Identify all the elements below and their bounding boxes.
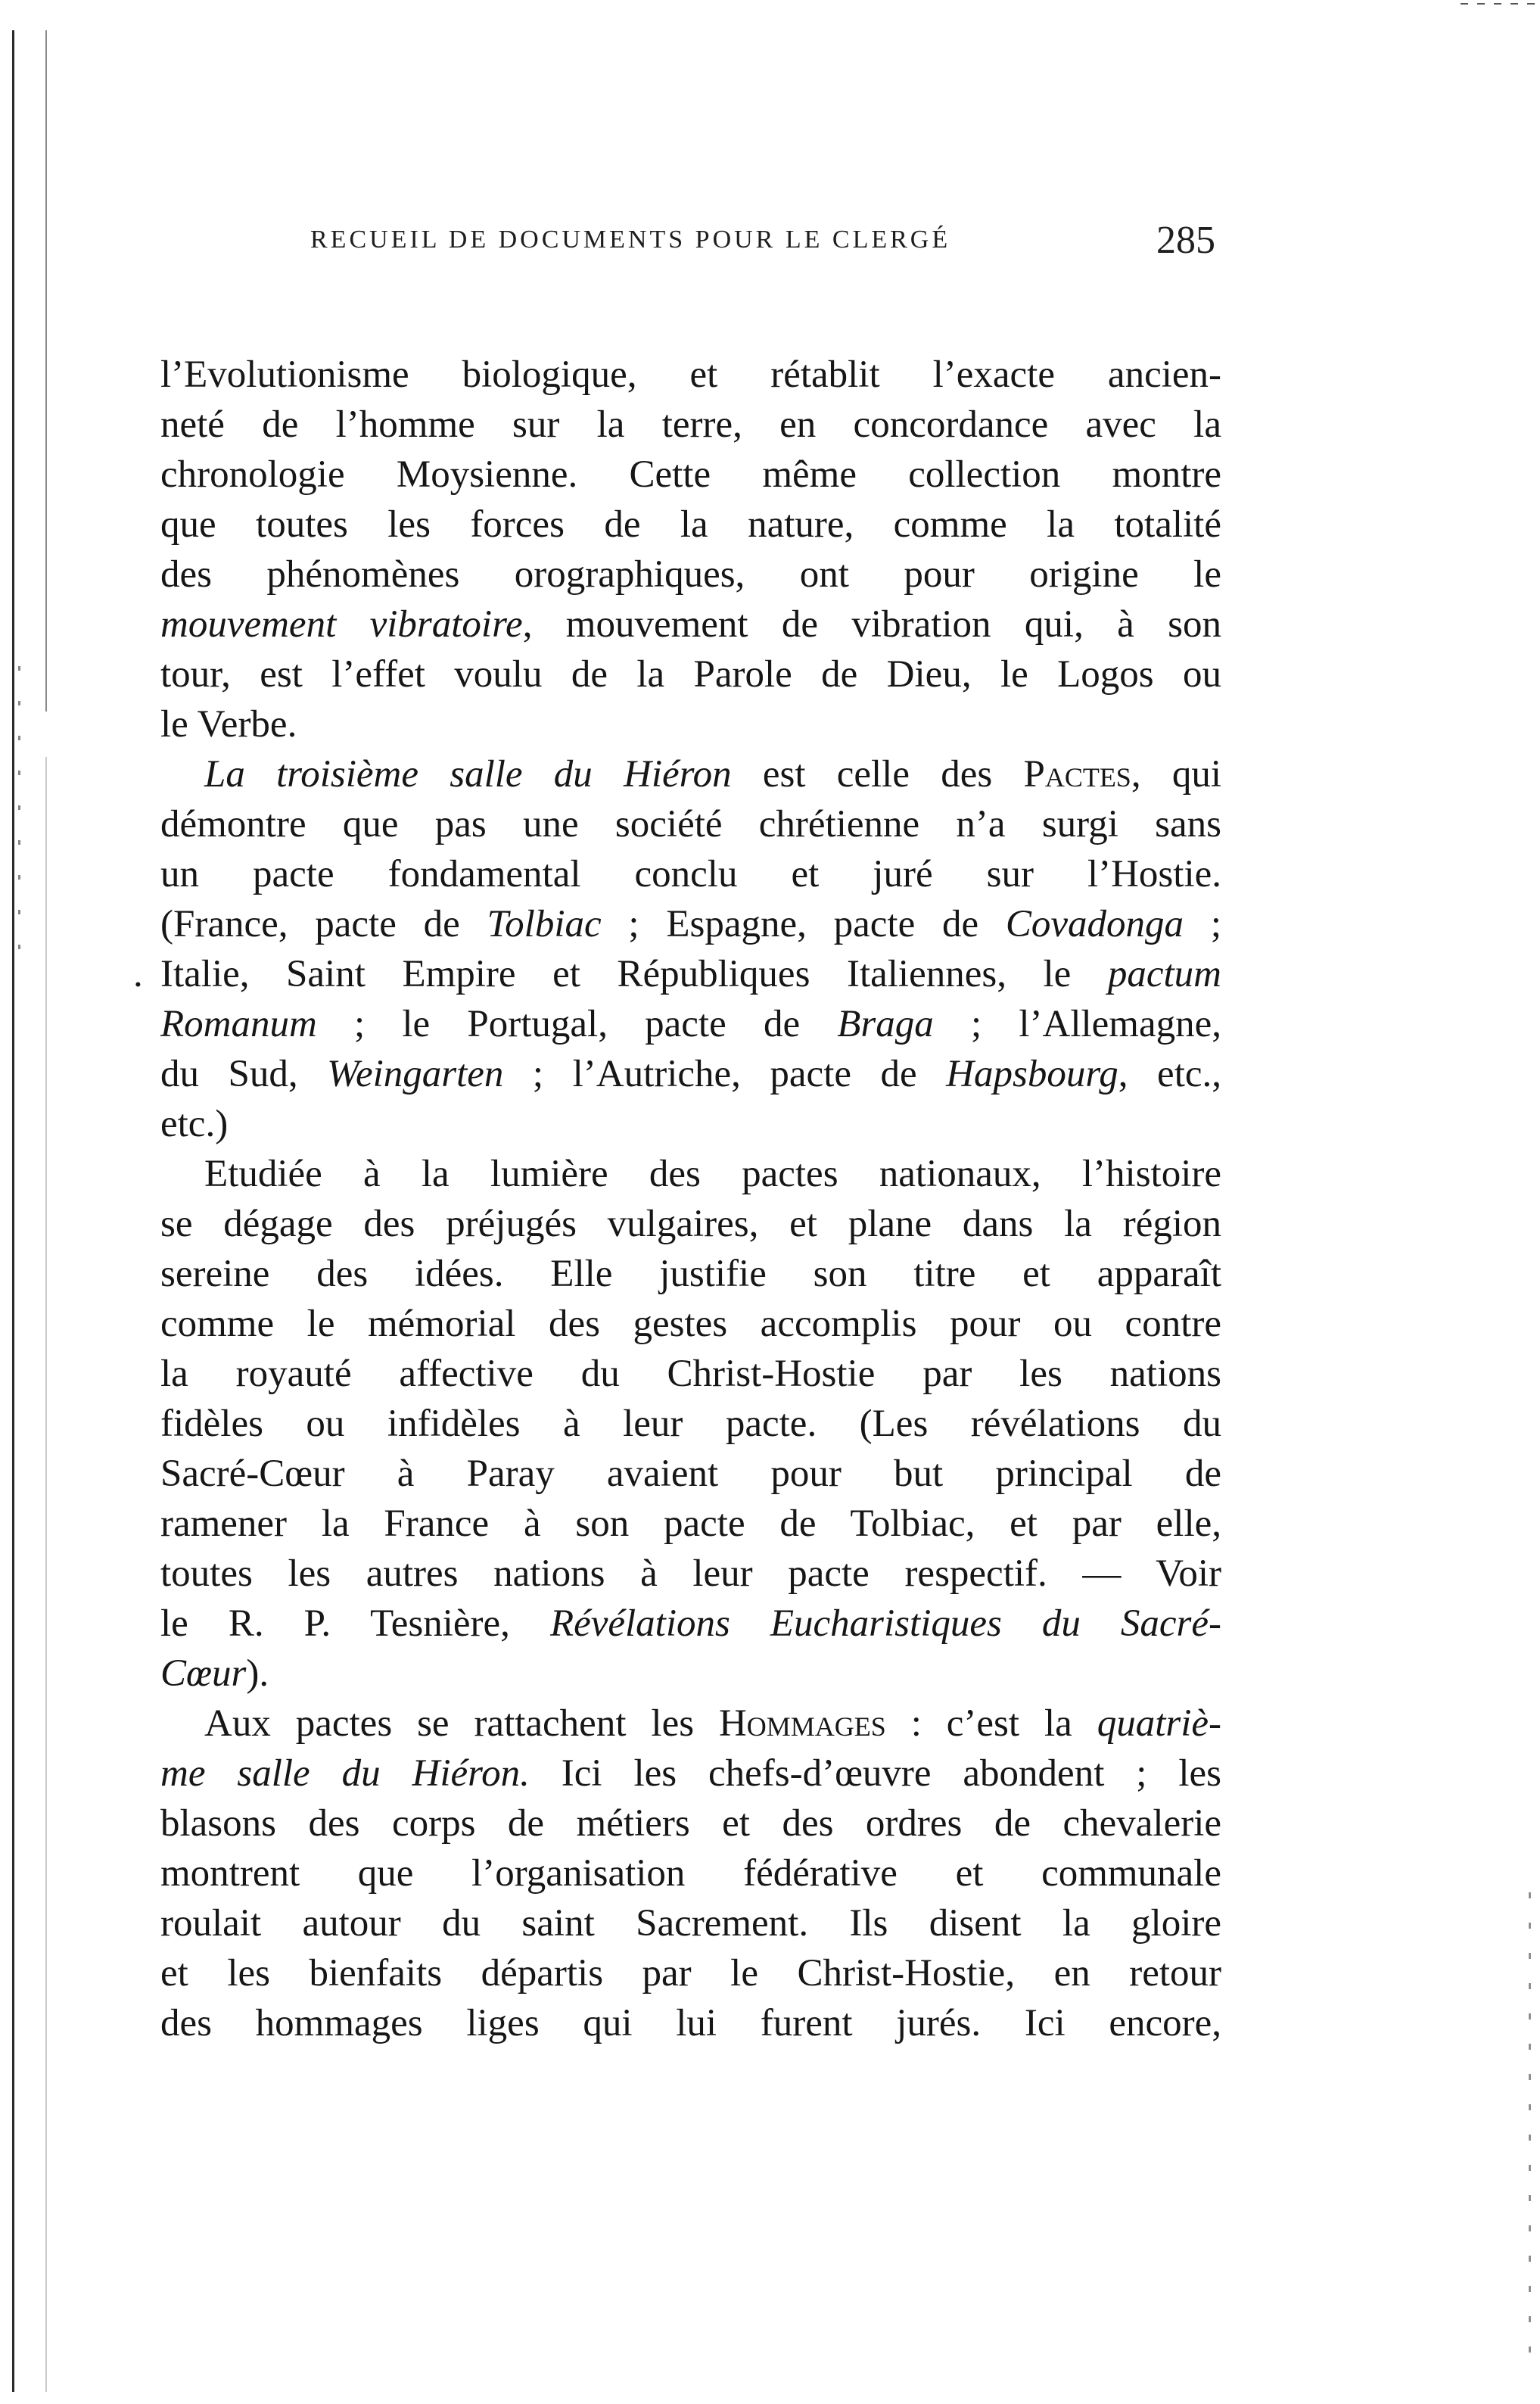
text-run: toutes les autres nations à leur pacte respectif. — Voir (160, 1552, 1221, 1595)
text-run: , etc., (1118, 1053, 1221, 1095)
text-run: le Verbe. (160, 703, 297, 746)
text-run: etc.) (160, 1103, 229, 1145)
text-line (160, 500, 1221, 550)
margin-dot: . (133, 953, 143, 995)
text-run: , mouvement de vibration qui, à son (522, 603, 1222, 646)
text-line (160, 649, 1221, 699)
italic-text: mouvement vibratoire (160, 603, 523, 646)
text-line (160, 1299, 1221, 1349)
text-run: Italie, Saint Empire et Républiques Italiennes, le (160, 953, 1108, 995)
italic-text: Cœur (160, 1652, 247, 1695)
text-line (160, 450, 1221, 500)
text-line (160, 1199, 1221, 1249)
text-line (160, 999, 1221, 1049)
text-line (160, 749, 1221, 799)
text-run: ; l’Autriche, pacte de (503, 1053, 947, 1095)
text-line (160, 1699, 1221, 1749)
text-line (160, 1948, 1221, 1998)
text-line (160, 550, 1221, 599)
text-line (160, 1549, 1221, 1599)
text-run: que toutes les forces de la nature, comme la totalité (160, 503, 1221, 546)
text-run: chronologie Moysienne. Cette même collection montre (160, 453, 1221, 496)
text-run: des hommages liges qui lui furent jurés. Ici encore, (160, 2002, 1221, 2044)
text-run: : c’est la (885, 1702, 1097, 1745)
text-run: et les bienfaits départis par le Christ-Hostie, en retour (160, 1952, 1221, 1995)
text-run: un pacte fondamental conclu et juré sur l’Hostie. (160, 853, 1221, 895)
text-run: le R. P. Tesnière, (160, 1602, 550, 1645)
text-line (160, 400, 1221, 450)
binding-shadow-line (12, 30, 14, 2392)
text-line (160, 350, 1221, 400)
italic-text: Weingarten (327, 1053, 504, 1095)
text-run: ; le Portugal, pacte de (316, 1003, 838, 1045)
small-caps-text: Pactes (1023, 753, 1131, 796)
text-run: ; l’Allemagne, (933, 1003, 1221, 1045)
text-line (160, 799, 1221, 849)
text-line (160, 1848, 1221, 1898)
text-line (160, 1099, 1221, 1149)
text-run: comme le mémorial des gestes accomplis pour ou contre (160, 1303, 1221, 1345)
text-run: neté de l’homme sur la terre, en concordance avec la (160, 403, 1221, 446)
text-line (160, 849, 1221, 899)
text-run: ; Espagne, pacte de (601, 903, 1006, 945)
italic-text: Hapsbourg (946, 1053, 1118, 1095)
text-line (160, 949, 1221, 999)
text-line (160, 1049, 1221, 1099)
scan-specks-right (1529, 1892, 1531, 2377)
text-line (160, 1798, 1221, 1848)
small-caps-text: Hommages (718, 1702, 886, 1745)
text-line (160, 1249, 1221, 1299)
italic-text: Révélations Eucharistiques du Sacré- (549, 1602, 1221, 1645)
scan-specks-left (18, 666, 20, 969)
italic-text: pactum (1107, 953, 1221, 995)
text-run: Etudiée à la lumière des pactes nationaux, l’histoire (204, 1153, 1221, 1195)
text-run: la royauté affective du Christ-Hostie par les nations (160, 1353, 1221, 1395)
binding-shadow-line-fainter (45, 757, 47, 2392)
text-line (160, 1449, 1221, 1499)
text-run: ; (1184, 903, 1221, 945)
italic-text: Braga (837, 1003, 934, 1045)
text-run: sereine des idées. Elle justifie son titre et apparaît (160, 1253, 1221, 1295)
italic-text: me salle du Hiéron. (160, 1752, 530, 1795)
text-run: l’Evolutionisme biologique, et rétablit l’exacte ancien- (160, 353, 1221, 396)
text-line (160, 1649, 1221, 1699)
text-line (160, 599, 1221, 649)
text-run: Ici les chefs-d’œuvre abondent ; les (529, 1752, 1221, 1795)
text-run: Aux pactes se rattachent les (204, 1702, 719, 1745)
text-line (160, 1898, 1221, 1948)
italic-text: Romanum (160, 1003, 317, 1045)
text-line (160, 1149, 1221, 1199)
text-line (160, 699, 1221, 749)
binding-shadow-line-faint (45, 30, 47, 712)
text-run: tour, est l’effet voulu de la Parole de Dieu, le Logos ou (160, 653, 1221, 696)
text-run: fidèles ou infidèles à leur pacte. (Les révélations du (160, 1403, 1221, 1445)
text-line (160, 1399, 1221, 1449)
text-run: ). (246, 1652, 269, 1695)
text-run: montrent que l’organisation fédérative et communale (160, 1852, 1221, 1895)
text-line (160, 1749, 1221, 1798)
text-line (160, 1998, 1221, 2048)
body-text (160, 350, 1221, 2048)
page-number: 285 (1156, 219, 1215, 262)
text-run: blasons des corps de métiers et des ordres de chevalerie (160, 1802, 1221, 1845)
running-header: RECUEIL DE DOCUMENTS POUR LE CLERGÉ (310, 226, 951, 254)
text-line (160, 1349, 1221, 1399)
text-run: , qui (1131, 753, 1221, 796)
italic-text: quatriè- (1097, 1702, 1221, 1745)
scan-dash-top (1461, 3, 1536, 5)
text-run: démontre que pas une société chrétienne n’a surgi sans (160, 803, 1221, 845)
text-run: (France, pacte de (160, 903, 487, 945)
italic-text: La troisième salle du Hiéron (204, 753, 732, 796)
text-line (160, 1599, 1221, 1649)
text-run: Sacré-Cœur à Paray avaient pour but principal de (160, 1453, 1221, 1495)
text-run: ramener la France à son pacte de Tolbiac, et par elle, (160, 1502, 1221, 1545)
text-run: des phénomènes orographiques, ont pour origine le (160, 553, 1221, 596)
text-line (160, 1499, 1221, 1549)
italic-text: Tolbiac (487, 903, 602, 945)
text-run: roulait autour du saint Sacrement. Ils disent la gloire (160, 1902, 1221, 1945)
text-run: se dégage des préjugés vulgaires, et plane dans la région (160, 1203, 1221, 1245)
text-run: du Sud, (160, 1053, 328, 1095)
italic-text: Covadonga (1005, 903, 1184, 945)
text-line (160, 899, 1221, 949)
text-run: est celle des (731, 753, 1024, 796)
